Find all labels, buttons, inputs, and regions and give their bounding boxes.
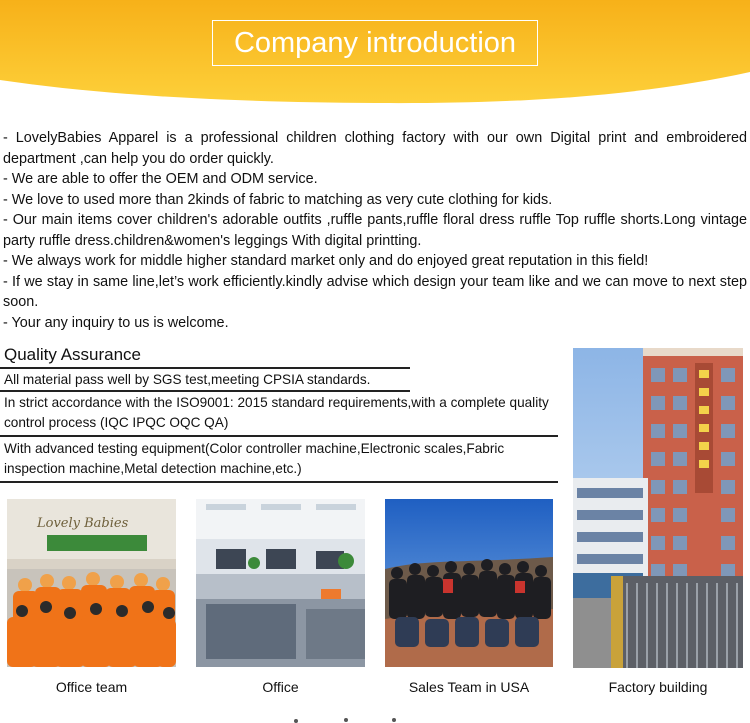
intro-text	[3, 128, 747, 333]
caption-factory-building: Factory building	[608, 679, 708, 695]
quality-item: In strict accordance with the ISO9001: 2015 standard requirements,with a complete quality control process (IQC IPQC OQC QA)	[4, 395, 549, 430]
divider	[0, 435, 558, 437]
office-team-photo	[7, 499, 176, 667]
divider	[0, 367, 410, 369]
caption-office: Office	[262, 679, 299, 695]
intro-line: - LovelyBabies Apparel is a professional children clothing factory with our own Digital print and embroidered department ,can help you do order quickly.	[3, 130, 747, 167]
divider	[0, 481, 558, 483]
quality-item: All material pass well by SGS test,meeting CPSIA standards.	[4, 372, 371, 387]
decorative-dots	[290, 716, 430, 723]
intro-line: - We are able to offer the OEM and ODM service.	[3, 171, 318, 187]
header-banner	[0, 0, 750, 110]
quality-title: Quality Assurance	[4, 345, 142, 364]
banner-title-box	[212, 20, 538, 66]
intro-line: - We always work for middle higher standard market only and do enjoyed great reputation in this field!	[3, 253, 649, 269]
intro-line: - Your any inquiry to us is welcome.	[3, 314, 229, 331]
sales-team-photo	[385, 499, 553, 667]
office-photo	[196, 499, 365, 667]
office-sign-text: Lovely Babies	[37, 516, 129, 531]
caption-sales-team: Sales Team in USA	[408, 679, 530, 695]
intro-line: - If we stay in same line,let’s work efficiently.kindly advise which design your team like and we can move to next step soon.	[3, 273, 747, 310]
page-title: Company introduction	[233, 26, 517, 59]
factory-building-photo	[573, 348, 743, 668]
quality-item: With advanced testing equipment(Color controller machine,Electronic scales,Fabric inspection machine,Metal detection machine,etc.)	[4, 441, 505, 476]
divider	[0, 390, 410, 392]
intro-line: - We love to used more than 2kinds of fabric to matching as very cute clothing for kids.	[3, 191, 553, 208]
intro-line: - Our main items cover children's adorable outfits ,ruffle pants,ruffle floral dress ruffle Top ruffle shorts.Long vintage party ruffle dress.children&women's leggings With digital printting.	[3, 212, 747, 249]
caption-office-team: Office team	[55, 679, 128, 695]
